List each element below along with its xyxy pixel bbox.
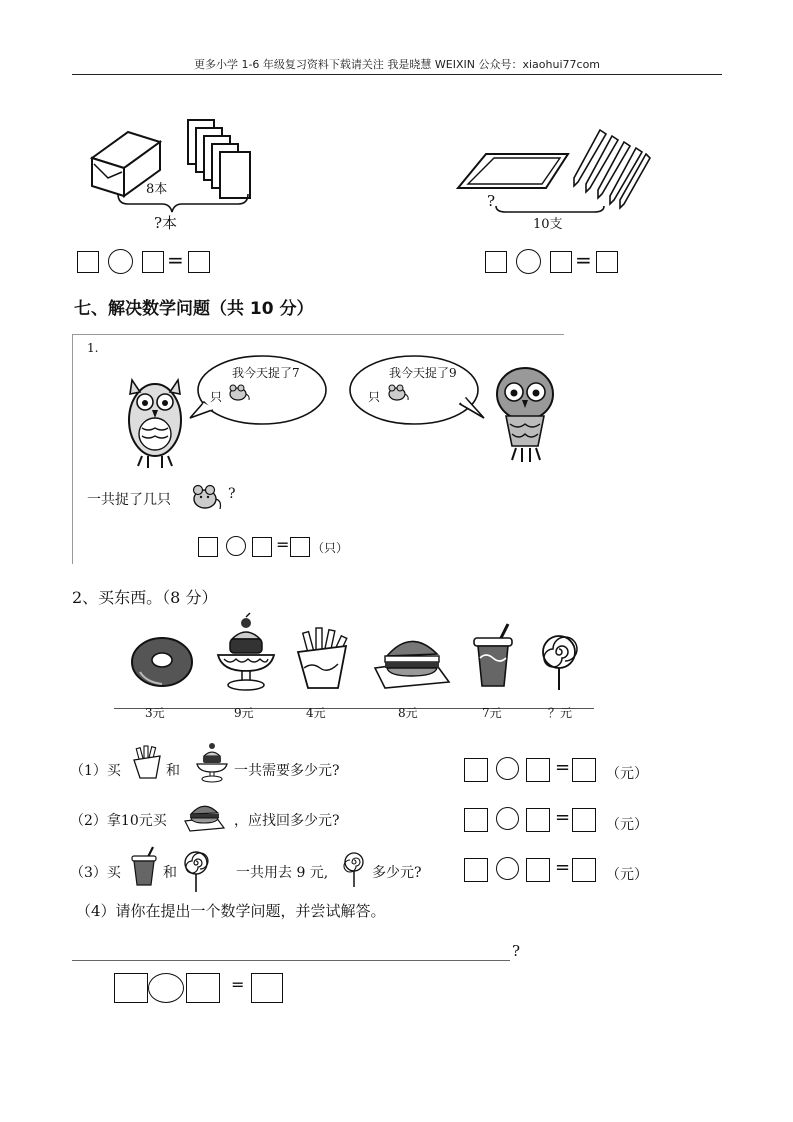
lollipop-icon	[539, 634, 579, 692]
equals-sign: =	[555, 807, 571, 828]
q1-unit: （元）	[606, 766, 648, 782]
problem1-frame-left	[72, 334, 73, 564]
result-box[interactable]	[188, 251, 210, 273]
blank-question-mark: ?	[512, 942, 521, 960]
section-title: 七、解决数学问题（共 10 分）	[74, 299, 314, 319]
answer-blank-line[interactable]	[72, 960, 510, 961]
answer-box[interactable]	[464, 758, 488, 782]
result-box[interactable]	[251, 973, 283, 1003]
owl-right-icon	[492, 360, 558, 472]
q2-prefix: （2）拿10元买	[70, 813, 167, 829]
drink-cup-icon	[470, 624, 516, 690]
pencils-unknown-label: ?	[487, 192, 496, 210]
result-box[interactable]	[572, 858, 596, 882]
fries-icon	[130, 746, 164, 780]
price-label: 7元	[482, 706, 502, 720]
q3-prefix: （3）买	[70, 865, 121, 881]
answer-box[interactable]	[550, 251, 572, 273]
books-known-label: 8本	[146, 182, 168, 197]
equals-sign: =	[555, 857, 571, 878]
page-header: 更多小学 1-6 年级复习资料下载请关注 我是晓慧 WEIXIN 公众号：xiaohui77com	[193, 58, 601, 71]
books-total-label: ?本	[154, 214, 178, 232]
result-box[interactable]	[596, 251, 618, 273]
bubble-right-text: 我今天捉了9	[389, 366, 457, 380]
fries-icon	[292, 628, 352, 690]
donut-icon	[130, 636, 194, 690]
mouse-icon	[188, 481, 222, 511]
q3-question: 多少元?	[372, 865, 422, 881]
equals-sign: =	[167, 248, 184, 272]
answer-box[interactable]	[186, 973, 220, 1003]
equals-sign: =	[276, 535, 290, 554]
burger-icon	[373, 632, 451, 688]
result-box[interactable]	[572, 808, 596, 832]
answer-box[interactable]	[142, 251, 164, 273]
operator-circle[interactable]	[496, 757, 519, 780]
answer-box[interactable]	[464, 808, 488, 832]
problem-number: 1.	[87, 341, 99, 355]
price-label: 8元	[398, 706, 418, 720]
shelf-line	[114, 708, 594, 709]
q4-text: （4）请你在提出一个数学问题，并尝试解答。	[76, 902, 386, 920]
lollipop-icon	[342, 851, 366, 889]
answer-box[interactable]	[485, 251, 507, 273]
equals-sign: =	[575, 248, 592, 272]
result-box[interactable]	[572, 758, 596, 782]
result-box[interactable]	[290, 537, 310, 557]
bubble-right-unit: 只	[368, 390, 381, 404]
drink-cup-icon	[130, 847, 158, 887]
answer-box[interactable]	[526, 808, 550, 832]
pencils-illustration	[456, 126, 656, 226]
sundae-icon	[214, 617, 278, 693]
price-label: 9元	[234, 706, 254, 720]
equals-sign: =	[231, 975, 245, 994]
answer-box[interactable]	[77, 251, 99, 273]
price-label: 4元	[306, 706, 326, 720]
operator-circle[interactable]	[516, 249, 541, 274]
question-mark: ?	[228, 486, 236, 502]
q3-text: 一共用去 9 元,	[236, 865, 329, 881]
problem1-question: 一共捉了几只	[87, 492, 171, 508]
lollipop-icon	[182, 850, 210, 894]
q2-unit: （元）	[606, 817, 648, 833]
q1-question: 一共需要多少元?	[234, 763, 340, 779]
bubble-left-text: 我今天捉了7	[232, 366, 300, 380]
operator-circle[interactable]	[108, 249, 133, 274]
answer-box[interactable]	[252, 537, 272, 557]
operator-circle[interactable]	[496, 807, 519, 830]
answer-box[interactable]	[198, 537, 218, 557]
answer-box[interactable]	[114, 973, 148, 1003]
bubble-left-unit: 只	[210, 390, 223, 404]
q3-and: 和	[163, 865, 177, 881]
q3-unit: （元）	[606, 867, 648, 883]
operator-circle[interactable]	[226, 536, 246, 556]
price-label: ？元	[548, 706, 573, 720]
mouse-icon	[385, 382, 409, 402]
answer-box[interactable]	[526, 858, 550, 882]
q2-question: ，应找回多少元?	[234, 813, 340, 829]
answer-box[interactable]	[464, 858, 488, 882]
sundae-icon	[195, 742, 229, 782]
header-divider	[72, 74, 722, 75]
operator-circle[interactable]	[496, 857, 519, 880]
mouse-icon	[226, 382, 250, 402]
problem1-unit: （只）	[312, 541, 349, 555]
answer-box[interactable]	[526, 758, 550, 782]
owl-left-icon	[122, 368, 188, 472]
problem2-title: 2、买东西。（8 分）	[72, 588, 218, 607]
operator-circle[interactable]	[148, 973, 184, 1003]
pencils-known-label: 10支	[533, 217, 563, 232]
burger-icon	[184, 801, 226, 831]
price-label: 3元	[145, 706, 165, 720]
problem1-frame-top	[72, 334, 564, 335]
q1-prefix: （1）买	[70, 763, 121, 779]
q1-and: 和	[166, 763, 180, 779]
equals-sign: =	[555, 757, 571, 778]
